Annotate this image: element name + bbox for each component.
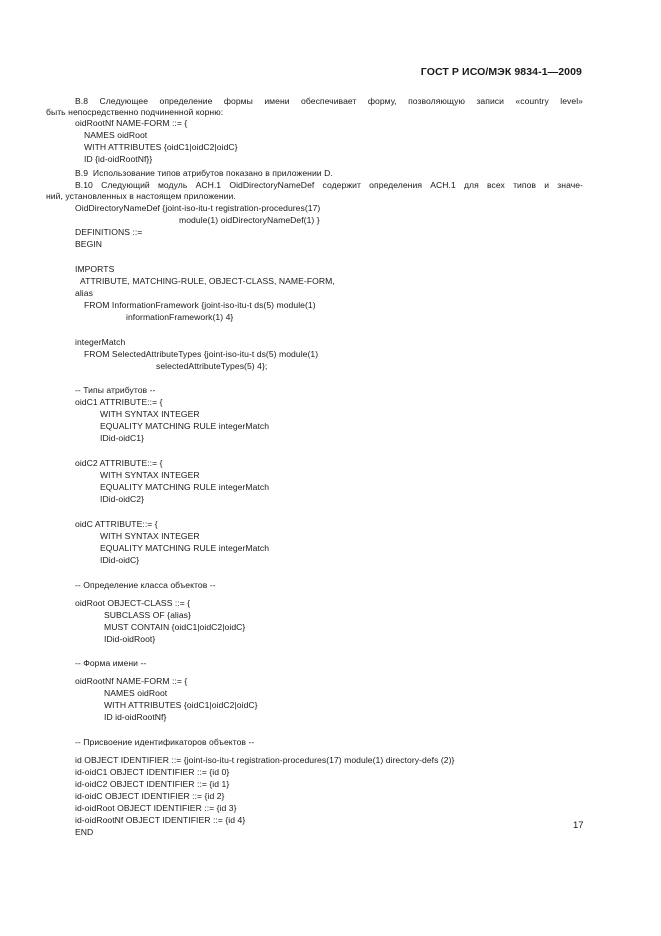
code-line: integerMatch (75, 337, 126, 347)
code-line: oidC2 ATTRIBUTE::= { (75, 458, 163, 468)
text-line: B.10 Следующий модуль ACH.1 OidDirectoryNameDef содержит определения ACH.1 для всех типов и значе- (75, 180, 583, 190)
code-line: WITH SYNTAX INTEGER (100, 409, 200, 419)
code-line: IDid-oidC2} (100, 494, 145, 504)
code-line: WITH SYNTAX INTEGER (100, 531, 200, 541)
code-line: module(1) oidDirectoryNameDef(1) } (179, 215, 320, 225)
code-line: oidRootNf NAME-FORM ::= { (75, 676, 188, 686)
code-line: oidC1 ATTRIBUTE::= { (75, 397, 163, 407)
code-line: oidRootNf NAME-FORM ::= { (75, 118, 188, 128)
code-line: END (75, 827, 94, 837)
code-line: DEFINITIONS ::= (75, 227, 143, 237)
code-line: EQUALITY MATCHING RULE integerMatch (100, 543, 270, 553)
code-comment: -- Определение класса объектов -- (75, 580, 216, 590)
code-line: informationFramework(1) 4} (126, 312, 234, 322)
code-line: BEGIN (75, 239, 102, 249)
text-line: B.8 Следующее определение формы имени обеспечивает форму, позволяющую записи «country level» (75, 96, 583, 106)
code-line: selectedAttributeTypes(5) 4}; (156, 361, 268, 371)
code-line: MUST CONTAIN {oidC1|oidC2|oidC} (104, 622, 246, 632)
text-line: B.9 Использование типов атрибутов показано в приложении D. (75, 168, 333, 178)
code-line: oidC ATTRIBUTE::= { (75, 519, 158, 529)
code-line: IDid-oidC1} (100, 433, 145, 443)
code-line: ID {id-oidRootNf}} (84, 154, 153, 164)
code-line: IDid-oidRoot} (104, 634, 156, 644)
code-line: oidRoot OBJECT-CLASS ::= { (75, 598, 191, 608)
code-line: WITH ATTRIBUTES {oidC1|oidC2|oidC} (104, 700, 258, 710)
code-line: id-oidC OBJECT IDENTIFIER ::= {id 2} (75, 791, 225, 801)
code-line: EQUALITY MATCHING RULE integerMatch (100, 421, 270, 431)
code-line: NAMES oidRoot (84, 130, 148, 140)
code-comment: -- Форма имени -- (75, 658, 147, 668)
code-line: EQUALITY MATCHING RULE integerMatch (100, 482, 270, 492)
code-line: SUBCLASS OF {alias} (104, 610, 191, 620)
code-line: id-oidC2 OBJECT IDENTIFIER ::= {id 1} (75, 779, 230, 789)
code-line: IMPORTS (75, 264, 115, 274)
code-line: WITH SYNTAX INTEGER (100, 470, 200, 480)
code-line: WITH ATTRIBUTES {oidC1|oidC2|oidC} (84, 142, 238, 152)
code-line: alias (75, 288, 93, 298)
code-line: IDid-oidC} (100, 555, 140, 565)
code-line: FROM SelectedAttributeTypes {joint-iso-itu-t ds(5) module(1) (84, 349, 319, 359)
code-line: NAMES oidRoot (104, 688, 168, 698)
code-line: FROM InformationFramework {joint-iso-itu-t ds(5) module(1) (84, 300, 316, 310)
code-line: id OBJECT IDENTIFIER ::= {joint-iso-itu-t registration-procedures(17) module(1) directory-defs (2)} (75, 755, 455, 765)
code-line: id-oidC1 OBJECT IDENTIFIER ::= {id 0} (75, 767, 230, 777)
code-comment: -- Типы атрибутов -- (75, 385, 156, 395)
code-line: id-oidRoot OBJECT IDENTIFIER ::= {id 3} (75, 803, 237, 813)
text-line: быть непосредственно подчиненной корню: (46, 107, 224, 117)
code-line: ID id-oidRootNf} (104, 712, 167, 722)
code-line: id-oidRootNf OBJECT IDENTIFIER ::= {id 4} (75, 815, 246, 825)
code-comment: -- Присвоение идентификаторов объектов -- (75, 737, 255, 747)
code-line: ATTRIBUTE, MATCHING-RULE, OBJECT-CLASS, NAME-FORM, (80, 276, 335, 286)
page-header: ГОСТ Р ИСО/МЭК 9834-1—2009 (420, 66, 582, 78)
text-line: ний, установленных в настоящем приложении. (46, 191, 236, 201)
code-line: OidDirectoryNameDef {joint-iso-itu-t registration-procedures(17) (75, 203, 321, 213)
page-number: 17 (573, 820, 584, 831)
